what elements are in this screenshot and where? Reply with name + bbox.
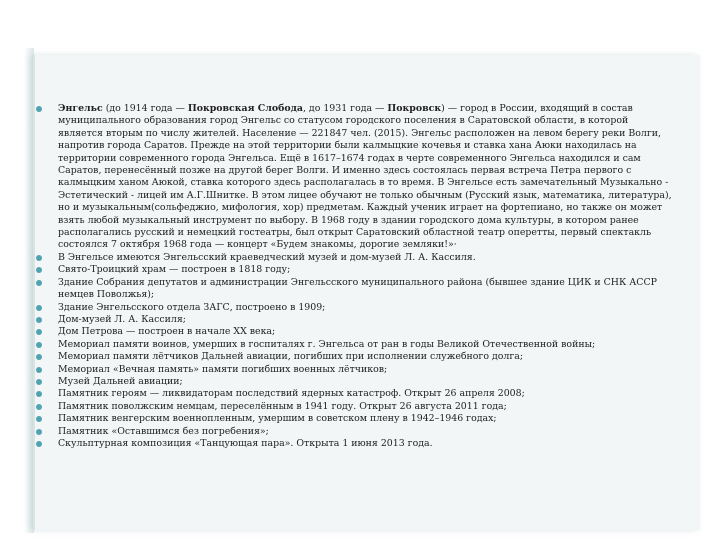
bullet-icon — [36, 404, 42, 410]
list-item — [36, 277, 676, 302]
bullet-icon — [36, 342, 42, 348]
list-item — [36, 376, 676, 388]
list-item-text: Музей Дальней авиации; — [58, 375, 183, 387]
list-item-text: Памятник «Оставшимся без погребения»; — [58, 425, 269, 437]
bullet-icon — [36, 391, 42, 397]
bold-city-name: Энгельс — [58, 103, 103, 114]
bullet-icon — [36, 367, 42, 373]
list-item — [36, 339, 676, 351]
list-item — [36, 351, 676, 363]
bullet-icon — [36, 354, 42, 360]
bullet-icon — [36, 317, 42, 323]
intro-text-2: , до 1931 года — — [302, 103, 388, 114]
bullet-icon — [36, 379, 42, 385]
list-item-text: В Энгельсе имеются Энгельсский краеведческий музей и дом-музей Л. А. Кассиля. — [58, 251, 476, 263]
list-item-text: Скульптурная композиция «Танцующая пара». Открыта 1 июня 2013 года. — [58, 437, 433, 449]
list-item — [36, 302, 676, 314]
list-item-text: Мемориал памяти лётчиков Дальней авиации, погибших при исполнении служебного долга; — [58, 351, 523, 363]
list-item — [36, 252, 676, 264]
list-item-text: Здание Энгельсского отдела ЗАГС, построено в 1909; — [58, 301, 326, 313]
bullet-icon — [36, 429, 42, 435]
list-item-text: Здание Собрания депутатов и администрации Энгельсского муниципального района (бывшее здание ЦИК и СНК АССР немцев Поволжья); — [58, 276, 657, 301]
list-item — [36, 401, 676, 413]
list-item — [36, 426, 676, 438]
list-item-text: Дом Петрова — построен в начале XX века; — [58, 326, 276, 338]
bullet-icon — [36, 416, 42, 422]
list-item-text: Памятник поволжским немцам, переселённым в 1941 году. Открыт 26 августа 2011 года; — [58, 400, 507, 412]
bullet-list — [36, 103, 676, 450]
bullet-icon — [36, 267, 42, 273]
list-item — [36, 388, 676, 400]
list-item — [36, 413, 676, 425]
list-item-intro — [36, 103, 676, 252]
bullet-icon — [36, 255, 42, 261]
list-item-text: Мемориал «Вечная память» памяти погибших военных лётчиков; — [58, 363, 388, 375]
bullet-icon — [36, 106, 42, 112]
list-item-text: Свято-Троицкий храм — построен в 1818 году; — [58, 264, 291, 276]
intro-text-1: (до 1914 года — — [102, 103, 188, 114]
bullet-icon — [36, 280, 42, 286]
bold-old-name-1: Покровская Слобода — [187, 103, 303, 114]
list-item-text: Мемориал памяти воинов, умерших в госпиталях г. Энгельса от ран в годы Великой Отечественной войны; — [58, 338, 596, 350]
bullet-icon — [36, 329, 42, 335]
list-item — [36, 438, 676, 450]
list-item — [36, 364, 676, 376]
bullet-icon — [36, 305, 42, 311]
list-item-text: Памятник героям — ликвидаторам последствий ядерных катастроф. Открыт 26 апреля 2008; — [58, 388, 525, 400]
bullet-icon — [36, 441, 42, 447]
list-item — [36, 314, 676, 326]
list-item-text: Памятник венгерским военнопленным, умершим в советском плену в 1942–1946 годах; — [58, 413, 497, 425]
intro-text-3: ) — город в России, входящий в состав муниципального образования город Энгельс со статусом городского поселения в Саратовской области, в которой является вторым по числу жителей. Население — 221847 чел. (2015). Энгельс расположен на левом берегу реки Волги, напротив города Саратов. Прежде на этой территории были калмыцкие кочевья и ставка хана Аюки находилась на территории современного города Энгельса. Ещё в 1617–1674 годах в черте современного Энгельса находился и сам Саратов, перенесённый позже на другой берег Волги. И именно здесь состоялась первая встреча Петра первого с калмыцким ханом Аюкой, ставка которого здесь располагалась в то время. В Энгельсе есть замечательный Музыкально - Эстетический - лицей им А.Г.Шнитке. В этом лицее обучают не только обычным (Русский язык, математика, литература), но и музыкальным(сольфеджио, мифология, хор) предметам. Каждый ученик играет на фортепиано, но также он может взять любой музыкальный инструмент по выбору. В 1968 году в здании городского дома культуры, в котором ранее располагались русский и немецкий гостеатры, был открыт Саратовский областной театр оперетты, первый спектакль состоялся 7 октября 1968 года — концерт «Будем знакомы, дорогие земляки!»· — [58, 103, 672, 251]
list-item — [36, 264, 676, 276]
bold-old-name-2: Покровск — [387, 103, 442, 114]
list-item — [36, 326, 676, 338]
list-item-text: Дом-музей Л. А. Кассиля; — [58, 313, 186, 325]
